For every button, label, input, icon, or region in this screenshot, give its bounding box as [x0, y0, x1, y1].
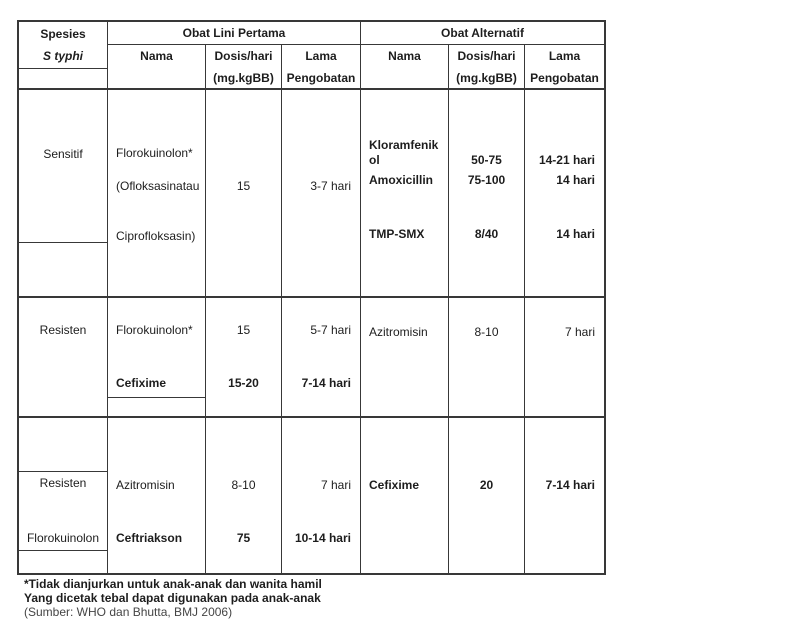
cell-resisten-alt-lama — [525, 298, 604, 418]
cell-resisten-alt-dosis — [449, 298, 525, 418]
header-label: Nama — [140, 49, 173, 63]
header-label: Nama — [388, 49, 421, 63]
header-label: Dosis/hari — [457, 49, 516, 63]
dose-value: 8-10 — [474, 325, 499, 339]
duration-value: 7-14 hari — [545, 478, 595, 492]
cell-resisten-floro-alt-dosis — [449, 418, 525, 573]
duration-value: 14-21 hari — [538, 153, 595, 167]
footnotes — [24, 577, 322, 619]
species-label: Resisten — [39, 323, 87, 337]
header-group-first-line: Obat Lini Pertama — [108, 22, 361, 45]
header-label-unit: (mg.kgBB) — [456, 71, 517, 85]
cell-sensitif-first-nama — [108, 90, 206, 298]
drug-name: Florokuinolon* — [116, 146, 193, 160]
cell-resisten-first-lama — [282, 298, 361, 418]
header-first-dosis — [206, 45, 282, 90]
cell-sensitif-species-empty — [19, 243, 108, 298]
cell-resisten-alt-nama — [361, 298, 449, 418]
header-alt-lama — [525, 45, 604, 90]
dose-value: 75-100 — [467, 173, 506, 187]
cell-sensitif-alt-lama — [525, 90, 604, 298]
dose-value: 75 — [236, 531, 251, 545]
cell-sensitif-first-lama — [282, 90, 361, 298]
cell-sensitif-alt-nama — [361, 90, 449, 298]
cell-resisten-first-nama-empty — [108, 398, 206, 418]
cell-resisten-species — [19, 298, 108, 418]
cell-sensitif-species — [19, 90, 108, 243]
cell-resisten-floro-first-dosis — [206, 418, 282, 573]
header-label: Lama — [305, 49, 337, 63]
footnote-asterisk: *Tidak dianjurkan untuk anak-anak dan wanita hamil — [24, 577, 322, 591]
cell-resisten-first-dosis — [206, 298, 282, 418]
cell-resisten-floro-species — [19, 472, 108, 551]
drug-name: ol — [369, 153, 380, 167]
header-species-cell — [19, 22, 108, 69]
drug-name: Cefixime — [116, 376, 167, 390]
duration-value: 14 hari — [556, 173, 595, 187]
drug-name: Ceftriakson — [116, 531, 183, 545]
header-label-unit: (mg.kgBB) — [213, 71, 274, 85]
dose-value: 15-20 — [228, 376, 259, 390]
drug-name: Florokuinolon* — [116, 323, 193, 337]
header-species-title: Spesies — [40, 27, 86, 41]
cell-resisten-floro-alt-nama — [361, 418, 449, 573]
header-species-subtitle: S typhi — [42, 49, 83, 63]
drug-name: Kloramfenik — [369, 138, 439, 152]
header-alt-nama — [361, 45, 449, 90]
dose-value: 8-10 — [231, 478, 256, 492]
cell-sensitif-first-dosis — [206, 90, 282, 298]
species-label: Florokuinolon — [26, 531, 100, 545]
header-label: Lama — [548, 49, 581, 63]
cell-resisten-floro-species-empty-top — [19, 418, 108, 472]
duration-value: 7 hari — [320, 478, 351, 492]
dose-value: 15 — [236, 179, 251, 193]
drug-name: Azitromisin — [369, 325, 428, 339]
duration-value: 3-7 hari — [310, 179, 351, 193]
duration-value: 7-14 hari — [301, 376, 351, 390]
drug-name: Amoxicillin — [369, 173, 434, 187]
header-label: Dosis/hari — [214, 49, 273, 63]
duration-value: 7 hari — [564, 325, 595, 339]
duration-value: 5-7 hari — [310, 323, 351, 337]
cell-resisten-first-nama — [108, 298, 206, 398]
cell-resisten-floro-first-lama — [282, 418, 361, 573]
duration-value: 14 hari — [556, 227, 595, 241]
drug-name: TMP-SMX — [369, 227, 425, 241]
header-species-empty-cell — [19, 69, 108, 90]
cell-resisten-floro-first-nama — [108, 418, 206, 573]
treatment-table — [17, 20, 606, 575]
drug-name: Ciprofloksasin) — [116, 229, 196, 243]
header-alt-dosis — [449, 45, 525, 90]
dose-value: 20 — [479, 478, 494, 492]
species-label: Sensitif — [43, 147, 83, 161]
drug-name: Cefixime — [369, 478, 420, 492]
dose-value: 15 — [236, 323, 251, 337]
footnote-bold-note: Yang dicetak tebal dapat digunakan pada anak-anak — [24, 591, 321, 605]
cell-sensitif-alt-dosis — [449, 90, 525, 298]
header-label: Pengobatan — [530, 71, 599, 85]
drug-name: Azitromisin — [116, 478, 175, 492]
header-first-nama — [108, 45, 206, 90]
species-label: Resisten — [39, 476, 87, 490]
header-label: Pengobatan — [286, 71, 356, 85]
cell-resisten-floro-alt-lama — [525, 418, 604, 573]
drug-name: (Ofloksasinatau — [116, 179, 200, 193]
dose-value: 8/40 — [474, 227, 499, 241]
dose-value: 50-75 — [471, 153, 502, 167]
header-group-alternative: Obat Alternatif — [361, 22, 604, 45]
source-citation: (Sumber: WHO dan Bhutta, BMJ 2006) — [24, 605, 233, 619]
duration-value: 10-14 hari — [294, 531, 351, 545]
cell-resisten-floro-species-empty-bottom — [19, 551, 108, 573]
header-first-lama — [282, 45, 361, 90]
